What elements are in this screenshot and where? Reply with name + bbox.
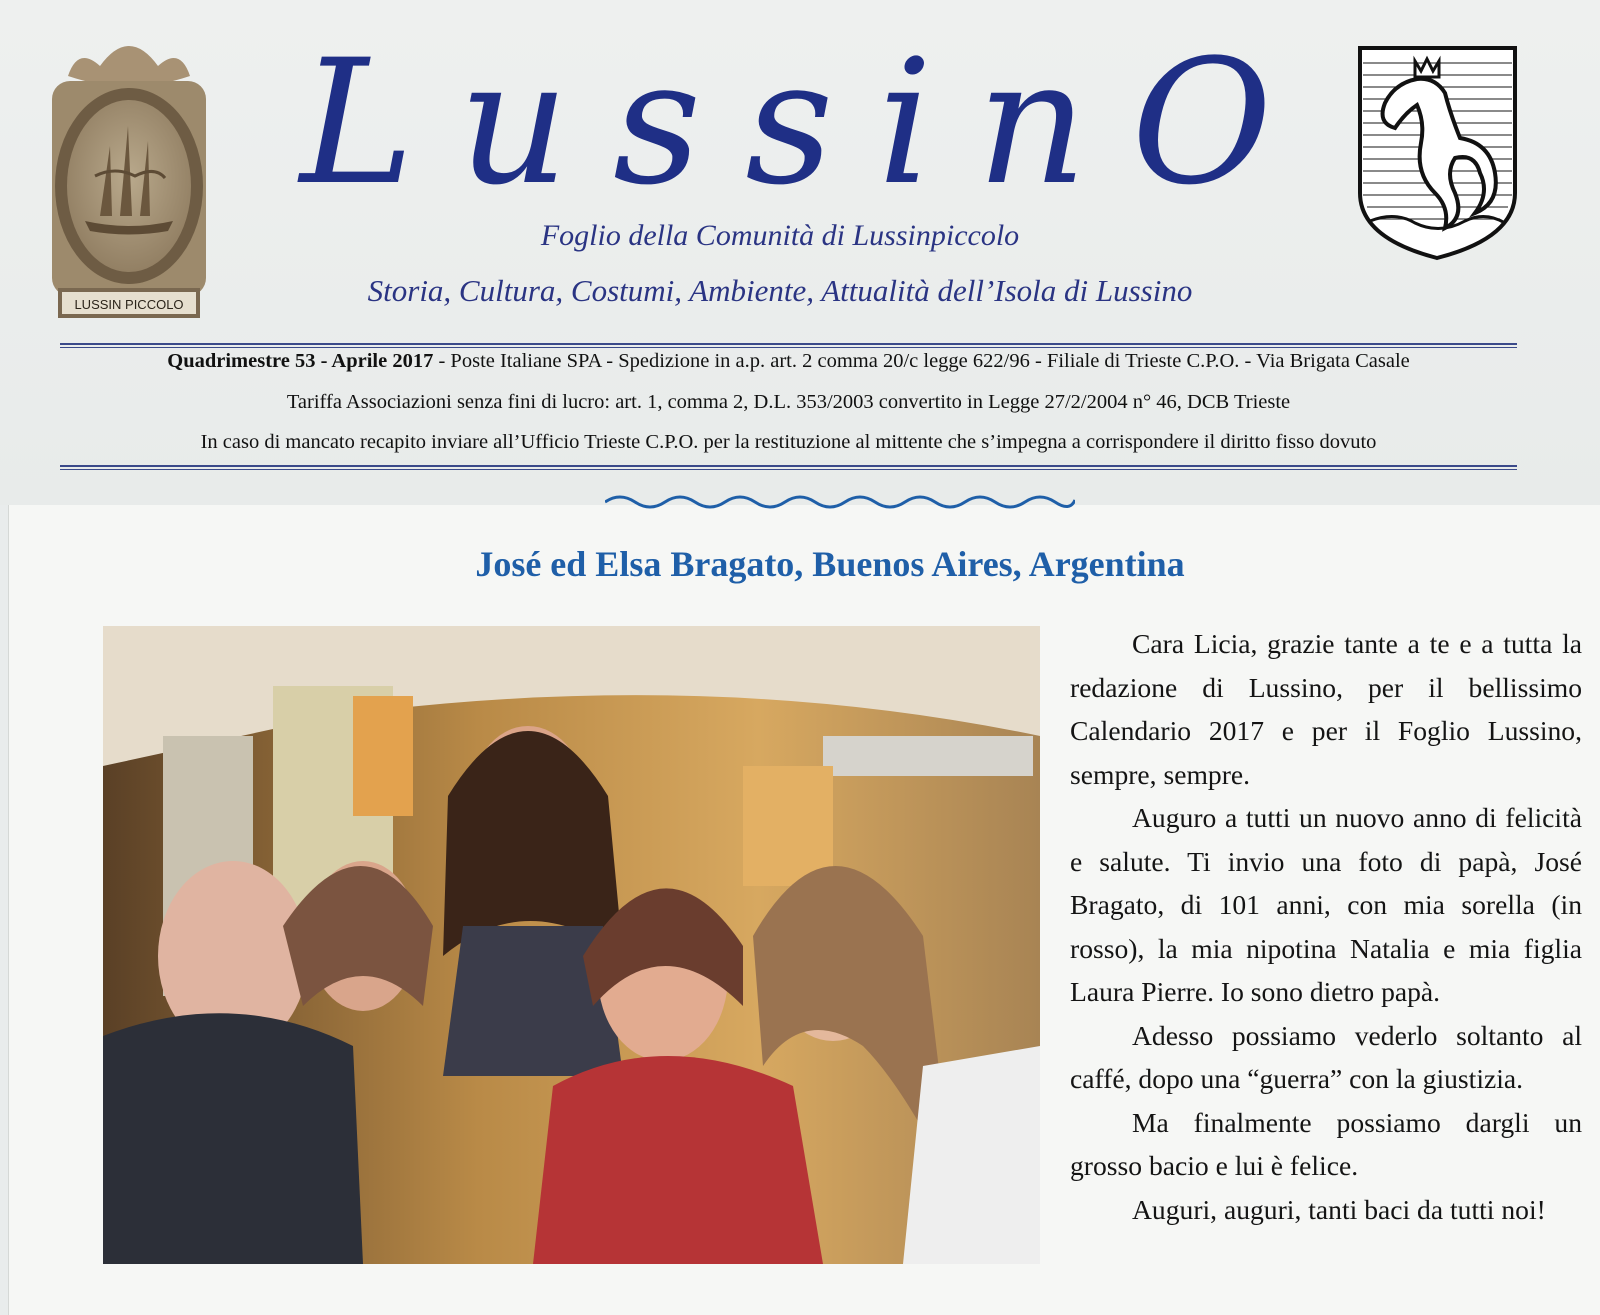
divider-top: [60, 343, 1517, 345]
article-paragraph-5: Auguri, auguri, tanti baci da tutti noi!: [1132, 1193, 1546, 1225]
masthead-title: LussinO: [300, 22, 1317, 223]
postal-line-3: In caso di mancato recapito inviare all’Ufficio Trieste C.P.O. per la restituzione al mittente che s’impegna a corrispondere il diritto fisso dovuto: [200, 431, 1377, 453]
group-photo: [103, 626, 1040, 1264]
emblem-left-label: LUSSIN PICCOLO: [74, 297, 184, 312]
ship-plaque-icon: [40, 26, 218, 326]
article-paragraph-1: Cara Licia, grazie tante a te e a tutta la redazione di Lussino, per il bellissimo Calendario 2017 e per il Foglio Lussino, sempre, sempre.: [1070, 628, 1582, 790]
article-paragraph-3: Adesso possiamo vederlo soltanto al caffé, dopo una “guerra” con la giustizia.: [1070, 1019, 1582, 1094]
masthead-tagline: Storia, Cultura, Costumi, Ambiente, Attualità dell’Isola di Lussino: [367, 273, 1193, 308]
postal-line-2: Tariffa Associazioni senza fini di lucro: art. 1, comma 2, D.L. 353/2003 convertito in Legge 27/2/2004 n° 46, DCB Trieste: [286, 391, 1291, 413]
postal-line-1: [60, 350, 1517, 373]
article-paragraph-4: Ma finalmente possiamo dargli un grosso bacio e lui è felice.: [1070, 1106, 1582, 1181]
article-paragraph-2: Auguro a tutti un nuovo anno di felicità e salute. Ti invio una foto di papà, José Bragato, di 101 anni, con mia sorella (in rosso), la mia nipotina Natalia e mia figlia Laura Pierre. Io sono dietro papà.: [1070, 802, 1582, 1007]
wave-divider-icon: [605, 492, 1075, 512]
article-body: [1070, 622, 1582, 1231]
issue-label: Quadrimestre 53 - Aprile 2017: [167, 350, 434, 372]
postal-line-1-text: - Poste Italiane SPA - Spedizione in a.p. art. 2 comma 20/c legge 622/96 - Filiale di Trieste C.P.O. - Via Brigata Casale: [433, 350, 1410, 372]
seahorse-crest-icon: [1355, 43, 1520, 263]
article-headline: José ed Elsa Bragato, Buenos Aires, Argentina: [475, 544, 1185, 584]
divider-top-thin: [60, 347, 1517, 348]
masthead-subtitle: Foglio della Comunità di Lussinpiccolo: [540, 219, 1020, 252]
divider-bottom-thin: [60, 469, 1517, 470]
divider-bottom: [60, 465, 1517, 467]
